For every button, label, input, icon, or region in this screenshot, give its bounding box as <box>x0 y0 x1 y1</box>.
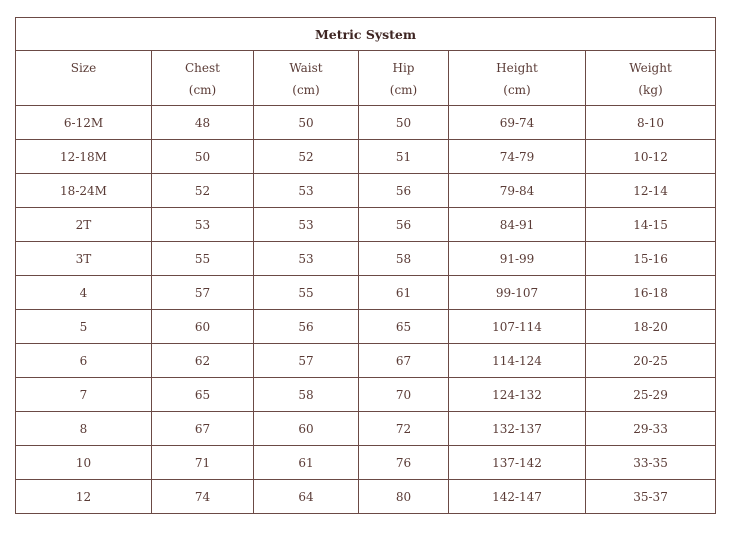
cell-weight: 10-12 <box>586 140 716 174</box>
cell-waist: 58 <box>254 378 359 412</box>
cell-height: 79-84 <box>449 174 586 208</box>
table-row <box>16 276 716 310</box>
cell-waist: 53 <box>254 208 359 242</box>
cell-weight: 20-25 <box>586 344 716 378</box>
column-header-height <box>449 51 586 106</box>
cell-waist: 52 <box>254 140 359 174</box>
table-row <box>16 208 716 242</box>
cell-chest: 55 <box>152 242 254 276</box>
cell-size: 2T <box>16 208 152 242</box>
cell-weight: 35-37 <box>586 480 716 514</box>
table-row <box>16 106 716 140</box>
cell-waist: 64 <box>254 480 359 514</box>
column-header-unit: (cm) <box>503 83 531 97</box>
cell-chest: 60 <box>152 310 254 344</box>
cell-chest: 50 <box>152 140 254 174</box>
column-header-chest <box>152 51 254 106</box>
column-header-label: Hip <box>392 61 415 75</box>
column-header-waist <box>254 51 359 106</box>
cell-height: 132-137 <box>449 412 586 446</box>
cell-size: 12-18M <box>16 140 152 174</box>
column-header-weight <box>586 51 716 106</box>
table-row <box>16 310 716 344</box>
column-header-unit: (cm) <box>389 83 418 97</box>
cell-size: 6-12M <box>16 106 152 140</box>
column-header-label: Waist <box>289 61 323 75</box>
cell-hip: 65 <box>359 310 449 344</box>
table-row <box>16 378 716 412</box>
cell-chest: 48 <box>152 106 254 140</box>
cell-chest: 57 <box>152 276 254 310</box>
cell-height: 69-74 <box>449 106 586 140</box>
column-header-unit: (cm) <box>292 83 320 97</box>
table-row <box>16 140 716 174</box>
cell-height: 137-142 <box>449 446 586 480</box>
cell-height: 84-91 <box>449 208 586 242</box>
column-header-label: Height <box>496 61 538 75</box>
cell-size: 7 <box>16 378 152 412</box>
table-row <box>16 344 716 378</box>
column-header-label: Size <box>70 61 97 75</box>
column-header-hip <box>359 51 449 106</box>
cell-chest: 52 <box>152 174 254 208</box>
cell-waist: 53 <box>254 242 359 276</box>
cell-waist: 56 <box>254 310 359 344</box>
cell-chest: 62 <box>152 344 254 378</box>
column-header-label: Weight <box>629 61 672 75</box>
cell-height: 99-107 <box>449 276 586 310</box>
cell-weight: 8-10 <box>586 106 716 140</box>
cell-height: 114-124 <box>449 344 586 378</box>
cell-weight: 12-14 <box>586 174 716 208</box>
cell-hip: 80 <box>359 480 449 514</box>
cell-weight: 15-16 <box>586 242 716 276</box>
cell-chest: 71 <box>152 446 254 480</box>
table-row <box>16 412 716 446</box>
cell-hip: 72 <box>359 412 449 446</box>
cell-height: 142-147 <box>449 480 586 514</box>
cell-size: 12 <box>16 480 152 514</box>
cell-height: 74-79 <box>449 140 586 174</box>
cell-hip: 56 <box>359 174 449 208</box>
table-row <box>16 242 716 276</box>
cell-weight: 33-35 <box>586 446 716 480</box>
cell-size: 6 <box>16 344 152 378</box>
cell-chest: 67 <box>152 412 254 446</box>
column-header-unit: (kg) <box>638 83 663 97</box>
cell-size: 5 <box>16 310 152 344</box>
cell-height: 124-132 <box>449 378 586 412</box>
cell-weight: 29-33 <box>586 412 716 446</box>
cell-hip: 67 <box>359 344 449 378</box>
cell-weight: 16-18 <box>586 276 716 310</box>
cell-size: 18-24M <box>16 174 152 208</box>
cell-size: 4 <box>16 276 152 310</box>
cell-height: 91-99 <box>449 242 586 276</box>
cell-size: 8 <box>16 412 152 446</box>
cell-waist: 61 <box>254 446 359 480</box>
cell-waist: 57 <box>254 344 359 378</box>
table-row <box>16 480 716 514</box>
table-body <box>16 106 716 514</box>
cell-hip: 56 <box>359 208 449 242</box>
table-row <box>16 174 716 208</box>
cell-size: 10 <box>16 446 152 480</box>
cell-weight: 25-29 <box>586 378 716 412</box>
cell-height: 107-114 <box>449 310 586 344</box>
cell-size: 3T <box>16 242 152 276</box>
column-header-unit: (cm) <box>188 83 217 97</box>
cell-waist: 50 <box>254 106 359 140</box>
cell-hip: 51 <box>359 140 449 174</box>
cell-weight: 14-15 <box>586 208 716 242</box>
cell-hip: 76 <box>359 446 449 480</box>
cell-waist: 60 <box>254 412 359 446</box>
cell-hip: 70 <box>359 378 449 412</box>
cell-hip: 61 <box>359 276 449 310</box>
column-header-label: Chest <box>185 61 220 75</box>
cell-chest: 53 <box>152 208 254 242</box>
cell-hip: 50 <box>359 106 449 140</box>
cell-waist: 55 <box>254 276 359 310</box>
column-header-size <box>16 51 152 106</box>
title-row <box>16 18 716 51</box>
cell-weight: 18-20 <box>586 310 716 344</box>
cell-waist: 53 <box>254 174 359 208</box>
header-row <box>16 51 716 106</box>
table-title: Metric System <box>16 18 716 51</box>
cell-hip: 58 <box>359 242 449 276</box>
size-chart-table <box>15 17 716 514</box>
cell-chest: 74 <box>152 480 254 514</box>
cell-chest: 65 <box>152 378 254 412</box>
table-row <box>16 446 716 480</box>
